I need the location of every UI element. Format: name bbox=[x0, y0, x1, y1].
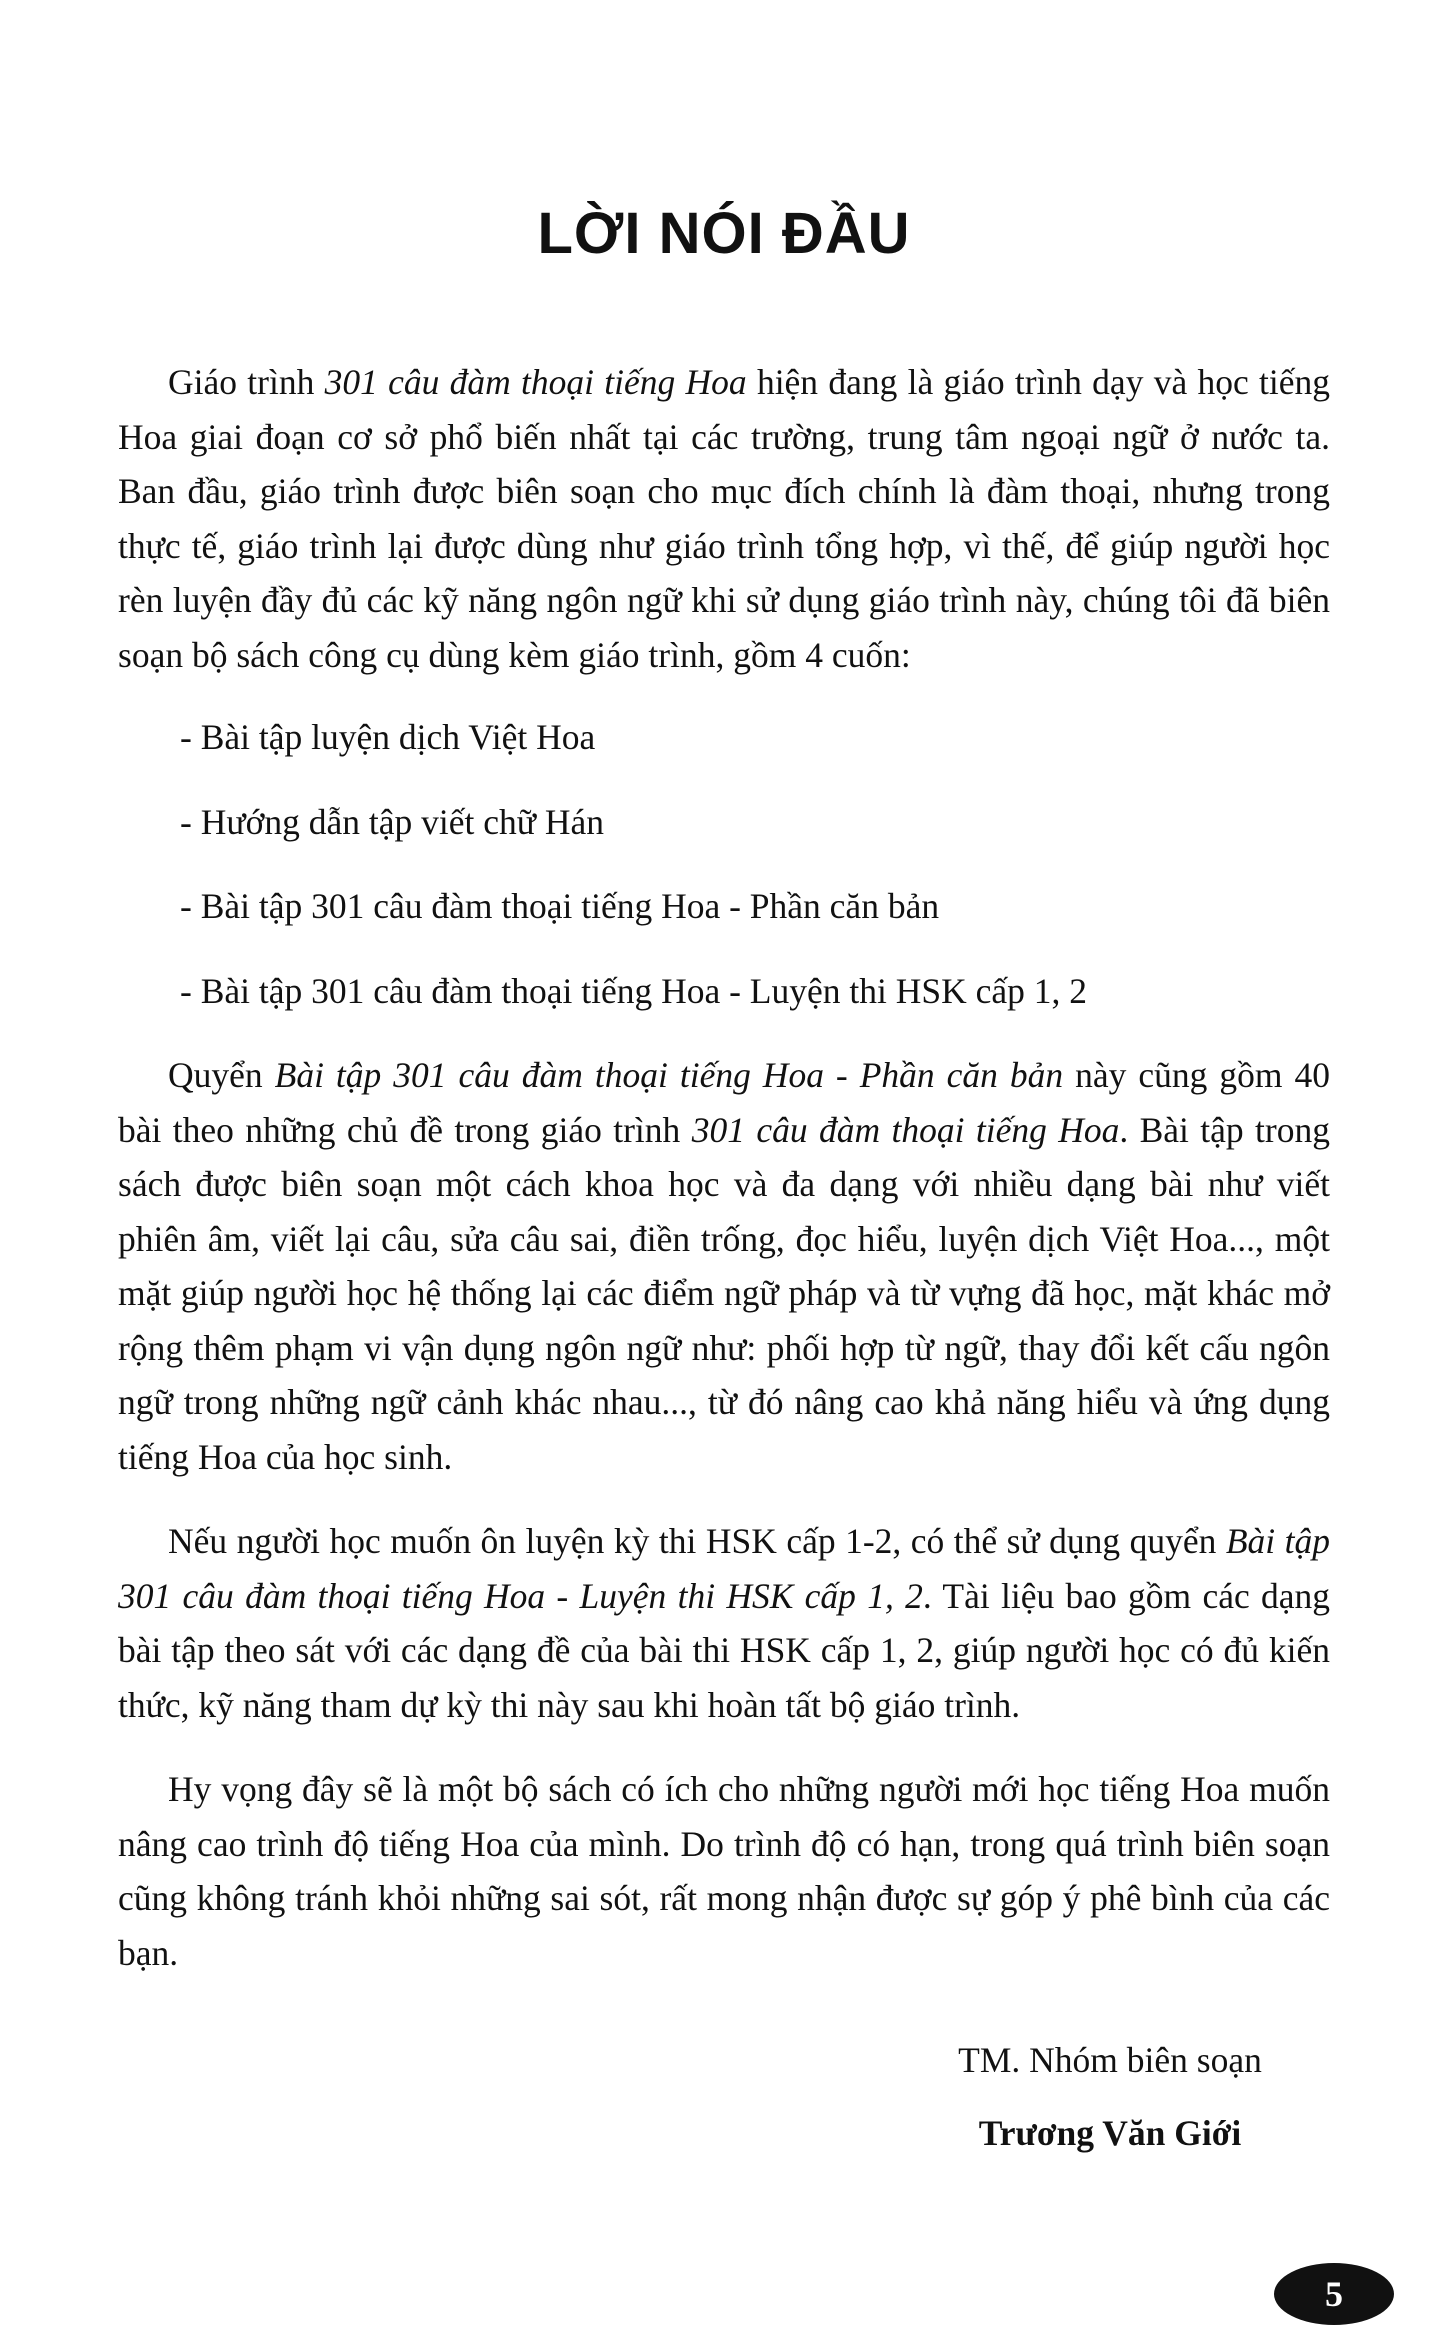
signature-name: Trương Văn Giới bbox=[978, 2113, 1242, 2153]
page-number: 5 bbox=[1274, 2263, 1394, 2325]
intro-paragraph bbox=[118, 355, 1330, 682]
body-text bbox=[118, 355, 1330, 1980]
page-title: LỜI NÓI ĐẦU bbox=[537, 201, 911, 266]
signature-group: TM. Nhóm biên soạn bbox=[958, 2040, 1262, 2080]
description-book-title-1: Bài tập 301 câu đàm thoại tiếng Hoa - Phần căn bản bbox=[274, 1055, 1064, 1095]
description-paragraph bbox=[118, 1048, 1330, 1484]
book-list-item: - Hướng dẫn tập viết chữ Hán bbox=[180, 801, 604, 842]
description-text-3: . Bài tập trong sách được biên soạn một cách khoa học và đa dạng với nhiều dạng bài như viết phiên âm, viết lại câu, sửa câu sai, điền trống, đọc hiểu, luyện dịch Việt Hoa..., một mặt giúp người học hệ thống lại các điểm ngữ pháp và từ vựng đã học, mặt khác mở rộng thêm phạm vi vận dụng ngôn ngữ như: phối hợp từ ngữ, thay đổi kết cấu ngôn ngữ trong những ngữ cảnh khác nhau..., từ đó nâng cao khả năng hiểu và ứng dụng tiếng Hoa của học sinh. bbox=[118, 1109, 1330, 1477]
intro-text-start: Giáo trình bbox=[168, 362, 325, 402]
signature-block bbox=[910, 2040, 1310, 2153]
book-list-item: - Bài tập 301 câu đàm thoại tiếng Hoa - Luyện thi HSK cấp 1, 2 bbox=[180, 970, 1088, 1011]
hsk-book-title: Bài tập 301 câu đàm thoại tiếng Hoa - Luyện thi HSK cấp 1, 2 bbox=[118, 1521, 1330, 1616]
hsk-text-2: . Tài liệu bao gồm các dạng bài tập theo sát với các dạng đề của bài thi HSK cấp 1, 2, giúp người học có đủ kiến thức, kỹ năng tham dự kỳ thi này sau khi hoàn tất bộ giáo trình. bbox=[118, 1575, 1331, 1725]
description-text-2: này cũng gồm 40 bài theo những chủ đề trong giáo trình bbox=[118, 1055, 1330, 1150]
hsk-text-1: Nếu người học muốn ôn luyện kỳ thi HSK cấp 1-2, có thể sử dụng quyển bbox=[168, 1521, 1226, 1561]
closing-paragraph: Hy vọng đây sẽ là một bộ sách có ích cho những người mới học tiếng Hoa muốn nâng cao trình độ tiếng Hoa của mình. Do trình độ có hạn, trong quá trình biên soạn cũng không tránh khỏi những sai sót, rất mong nhận được sự góp ý phê bình của các bạn. bbox=[118, 1769, 1330, 1973]
description-book-title-2: 301 câu đàm thoại tiếng Hoa bbox=[691, 1109, 1120, 1150]
book-list bbox=[118, 710, 1330, 1018]
book-list-item: - Bài tập 301 câu đàm thoại tiếng Hoa - Phần căn bản bbox=[180, 886, 940, 926]
hsk-paragraph bbox=[118, 1514, 1330, 1732]
intro-book-title: 301 câu đàm thoại tiếng Hoa bbox=[324, 362, 747, 402]
book-list-item: - Bài tập luyện dịch Việt Hoa bbox=[180, 717, 596, 757]
intro-text-end: hiện đang là giáo trình dạy và học tiếng Hoa giai đoạn cơ sở phổ biến nhất tại các trường, trung tâm ngoại ngữ ở nước ta. Ban đầu, giáo trình được biên soạn cho mục đích chính là đàm thoại, nhưng trong thực tế, giáo trình lại được dùng như giáo trình tổng hợp, vì thế, để giúp người học rèn luyện đầy đủ các kỹ năng ngôn ngữ khi sử dụng giáo trình này, chúng tôi đã biên soạn bộ sách công cụ dùng kèm giáo trình, gồm 4 cuốn: bbox=[118, 362, 1330, 675]
description-text-1: Quyển bbox=[168, 1055, 275, 1095]
